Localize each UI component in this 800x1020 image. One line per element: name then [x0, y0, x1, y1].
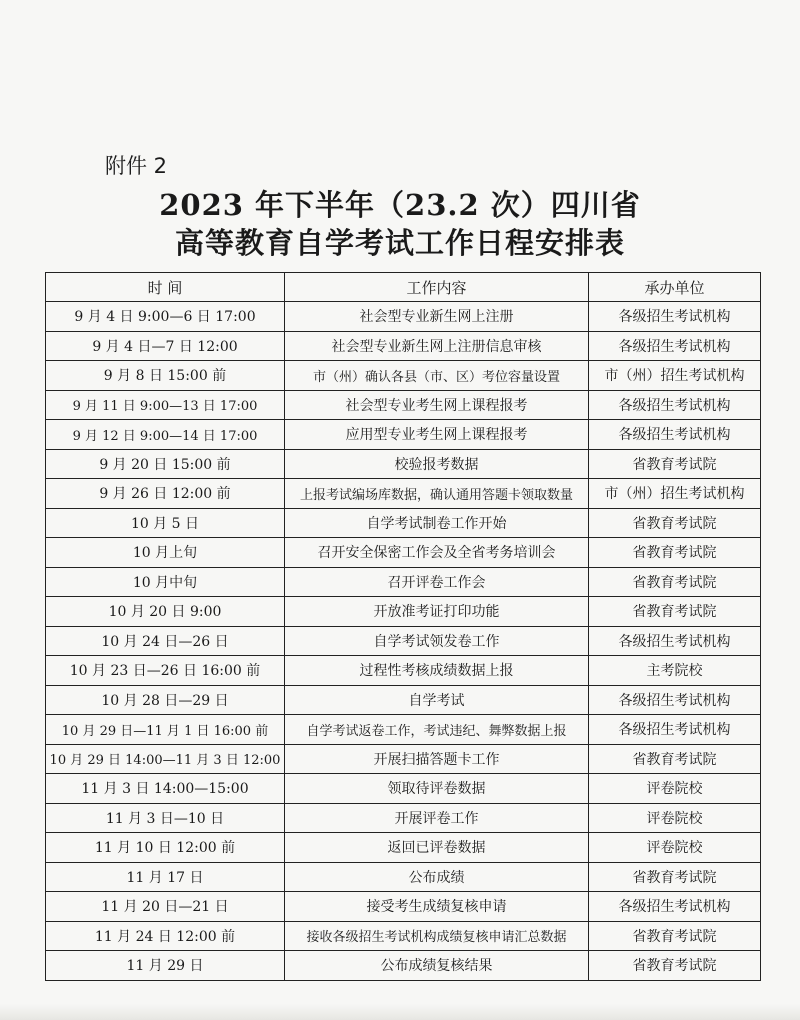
- cell-org: 各级招生考试机构: [589, 715, 761, 745]
- cell-org: 省教育考试院: [589, 951, 761, 981]
- cell-org: 各级招生考试机构: [589, 892, 761, 922]
- cell-time: 11 月 3 日—10 日: [46, 803, 285, 833]
- table-row: [46, 567, 761, 597]
- cell-org: 省教育考试院: [589, 567, 761, 597]
- cell-content: 社会型专业新生网上注册: [285, 302, 589, 332]
- cell-org: 省教育考试院: [589, 921, 761, 951]
- header-org: 承办单位: [589, 273, 761, 302]
- table-row: [46, 331, 761, 361]
- cell-content: 应用型专业考生网上课程报考: [285, 420, 589, 450]
- cell-content: 召开安全保密工作会及全省考务培训会: [285, 538, 589, 568]
- cell-time: 10 月中旬: [46, 567, 285, 597]
- cell-org: 主考院校: [589, 656, 761, 686]
- table-row: [46, 538, 761, 568]
- table-row: [46, 921, 761, 951]
- attachment-label: 附件 2: [105, 154, 168, 178]
- table-row: [46, 361, 761, 391]
- cell-time: 9 月 4 日—7 日 12:00: [46, 331, 285, 361]
- table-row: [46, 833, 761, 863]
- cell-content: 接受考生成绩复核申请: [285, 892, 589, 922]
- header-time: 时 间: [46, 273, 285, 302]
- cell-content: 过程性考核成绩数据上报: [285, 656, 589, 686]
- cell-content: 领取待评卷数据: [285, 774, 589, 804]
- cell-org: 市（州）招生考试机构: [589, 479, 761, 509]
- cell-time: 11 月 3 日 14:00—15:00: [46, 774, 285, 804]
- cell-content: 上报考试编场库数据，确认通用答题卡领取数量: [285, 479, 589, 509]
- table-row: [46, 420, 761, 450]
- cell-content: 校验报考数据: [285, 449, 589, 479]
- cell-content: 开展扫描答题卡工作: [285, 744, 589, 774]
- cell-content: 市（州）确认各县（市、区）考位容量设置: [285, 361, 589, 391]
- cell-content: 公布成绩复核结果: [285, 951, 589, 981]
- cell-org: 评卷院校: [589, 774, 761, 804]
- table-row: [46, 508, 761, 538]
- cell-org: 省教育考试院: [589, 744, 761, 774]
- cell-org: 市（州）招生考试机构: [589, 361, 761, 391]
- cell-content: 召开评卷工作会: [285, 567, 589, 597]
- cell-time: 11 月 20 日—21 日: [46, 892, 285, 922]
- cell-time: 10 月 23 日—26 日 16:00 前: [46, 656, 285, 686]
- cell-org: 各级招生考试机构: [589, 685, 761, 715]
- cell-org: 评卷院校: [589, 833, 761, 863]
- cell-org: 各级招生考试机构: [589, 626, 761, 656]
- cell-org: 各级招生考试机构: [589, 331, 761, 361]
- table-row: [46, 656, 761, 686]
- cell-org: 省教育考试院: [589, 449, 761, 479]
- cell-content: 公布成绩: [285, 862, 589, 892]
- table-row: [46, 302, 761, 332]
- table-row: [46, 862, 761, 892]
- table-header-row: [46, 273, 761, 302]
- cell-content: 自学考试返卷工作，考试违纪、舞弊数据上报: [285, 715, 589, 745]
- cell-org: 省教育考试院: [589, 508, 761, 538]
- cell-time: 10 月 29 日 14:00—11 月 3 日 12:00: [46, 744, 285, 774]
- cell-content: 接收各级招生考试机构成绩复核申请汇总数据: [285, 921, 589, 951]
- cell-time: 10 月 29 日—11 月 1 日 16:00 前: [46, 715, 285, 745]
- table-row: [46, 892, 761, 922]
- table-row: [46, 715, 761, 745]
- cell-org: 各级招生考试机构: [589, 302, 761, 332]
- table-row: [46, 626, 761, 656]
- table-row: [46, 479, 761, 509]
- cell-time: 9 月 26 日 12:00 前: [46, 479, 285, 509]
- cell-time: 9 月 11 日 9:00—13 日 17:00: [46, 390, 285, 420]
- cell-org: 各级招生考试机构: [589, 390, 761, 420]
- schedule-table: [45, 272, 761, 981]
- cell-time: 9 月 8 日 15:00 前: [46, 361, 285, 391]
- cell-time: 9 月 12 日 9:00—14 日 17:00: [46, 420, 285, 450]
- cell-time: 11 月 17 日: [46, 862, 285, 892]
- header-content: 工作内容: [285, 273, 589, 302]
- cell-time: 10 月 20 日 9:00: [46, 597, 285, 627]
- cell-content: 返回已评卷数据: [285, 833, 589, 863]
- table-row: [46, 390, 761, 420]
- cell-time: 11 月 24 日 12:00 前: [46, 921, 285, 951]
- cell-org: 省教育考试院: [589, 538, 761, 568]
- table-row: [46, 597, 761, 627]
- cell-content: 社会型专业新生网上注册信息审核: [285, 331, 589, 361]
- cell-time: 11 月 29 日: [46, 951, 285, 981]
- cell-org: 省教育考试院: [589, 862, 761, 892]
- cell-org: 评卷院校: [589, 803, 761, 833]
- cell-org: 各级招生考试机构: [589, 420, 761, 450]
- cell-time: 10 月上旬: [46, 538, 285, 568]
- cell-time: 10 月 24 日—26 日: [46, 626, 285, 656]
- cell-time: 9 月 4 日 9:00—6 日 17:00: [46, 302, 285, 332]
- cell-content: 开展评卷工作: [285, 803, 589, 833]
- cell-time: 9 月 20 日 15:00 前: [46, 449, 285, 479]
- table-row: [46, 449, 761, 479]
- cell-content: 开放准考证打印功能: [285, 597, 589, 627]
- document-title-line-1: 2023 年下半年（23.2 次）四川省: [159, 188, 641, 222]
- cell-time: 10 月 5 日: [46, 508, 285, 538]
- document-title-line-2: 高等教育自学考试工作日程安排表: [174, 226, 625, 260]
- cell-content: 自学考试领发卷工作: [285, 626, 589, 656]
- table-row: [46, 774, 761, 804]
- cell-content: 自学考试: [285, 685, 589, 715]
- cell-content: 自学考试制卷工作开始: [285, 508, 589, 538]
- table-row: [46, 803, 761, 833]
- cell-time: 11 月 10 日 12:00 前: [46, 833, 285, 863]
- table-row: [46, 744, 761, 774]
- table-row: [46, 951, 761, 981]
- cell-content: 社会型专业考生网上课程报考: [285, 390, 589, 420]
- table-row: [46, 685, 761, 715]
- cell-time: 10 月 28 日—29 日: [46, 685, 285, 715]
- cell-org: 省教育考试院: [589, 597, 761, 627]
- page-bottom-edge: [0, 1004, 800, 1020]
